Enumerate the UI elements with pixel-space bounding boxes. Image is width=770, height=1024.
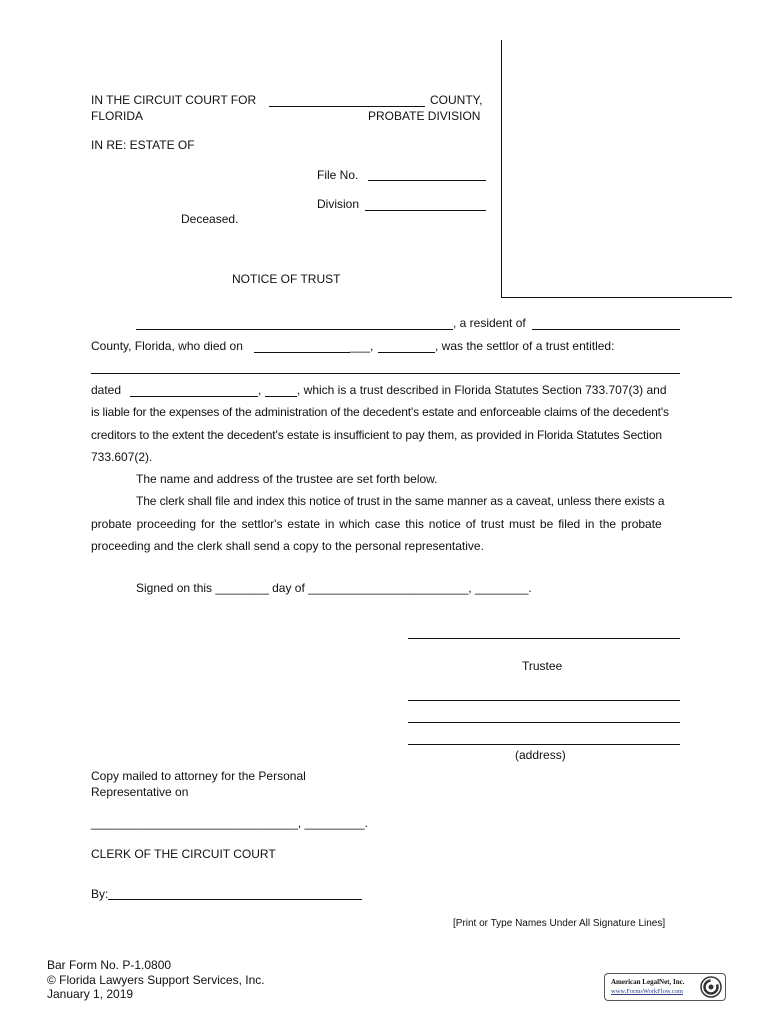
resident-county-field[interactable] bbox=[532, 329, 680, 330]
copy-mailed-date-line[interactable]: _______________________________, _________. bbox=[91, 816, 368, 830]
file-no-label: File No. bbox=[317, 168, 359, 182]
in-re-estate-label: IN RE: ESTATE OF bbox=[91, 138, 195, 152]
court-line-prefix: IN THE CIRCUIT COURT FOR bbox=[91, 93, 257, 107]
division-field[interactable] bbox=[365, 210, 486, 211]
print-names-note: [Print or Type Names Under All Signature Lines] bbox=[453, 918, 666, 929]
settlor-text: , was the settlor of a trust entitled: bbox=[435, 339, 615, 353]
trustee-info-text: The name and address of the trustee are set forth below. bbox=[136, 472, 438, 486]
legalnet-logo[interactable] bbox=[604, 973, 726, 1001]
bar-form-number: Bar Form No. P-1.0800 bbox=[47, 958, 172, 972]
trustee-address-line-1[interactable] bbox=[408, 700, 680, 701]
logo-company-name: American LegalNet, Inc. bbox=[611, 978, 685, 986]
trust-title-field[interactable] bbox=[91, 373, 680, 374]
clerk-instructions-line1: The clerk shall file and index this notice of trust in the same manner as a caveat, unless there exists a bbox=[136, 494, 665, 508]
clerk-instructions-line3: proceeding and the clerk shall send a copy to the personal representative. bbox=[91, 539, 484, 553]
trust-date-field[interactable] bbox=[130, 396, 258, 397]
liability-text-line2: creditors to the extent the decedent's estate is insufficient to pay them, as provided in Florida Statutes Section bbox=[91, 428, 662, 442]
died-on-text: County, Florida, who died on bbox=[91, 339, 243, 353]
trustee-label: Trustee bbox=[522, 659, 563, 673]
dated-label: dated bbox=[91, 383, 122, 397]
caption-box-horizontal-line bbox=[501, 297, 732, 298]
state-label: FLORIDA bbox=[91, 109, 144, 123]
address-label: (address) bbox=[515, 748, 566, 762]
copy-mailed-line1: Copy mailed to attorney for the Personal bbox=[91, 769, 306, 783]
copy-mailed-line2: Representative on bbox=[91, 785, 189, 799]
signed-on-line: Signed on this ________ day of ________________________, ________. bbox=[136, 581, 532, 595]
liability-text-line3: 733.607(2). bbox=[91, 450, 153, 464]
seal-icon bbox=[700, 976, 722, 998]
form-date: January 1, 2019 bbox=[47, 987, 134, 1001]
document-title: NOTICE OF TRUST bbox=[232, 272, 341, 286]
date-of-death-field[interactable] bbox=[254, 352, 350, 353]
trustee-address-line-3[interactable] bbox=[408, 744, 680, 745]
trust-date-comma: , bbox=[258, 383, 262, 397]
division-field-label: Division bbox=[317, 197, 360, 211]
trust-described-text: , which is a trust described in Florida Statutes Section 733.707(3) and bbox=[297, 383, 667, 397]
deceased-label: Deceased. bbox=[181, 212, 239, 226]
probate-division-label: PROBATE DIVISION bbox=[368, 109, 481, 123]
clerk-signature-line[interactable] bbox=[108, 899, 362, 900]
caption-box-vertical-line bbox=[501, 40, 502, 298]
trust-year-field[interactable] bbox=[265, 396, 297, 397]
by-label: By: bbox=[91, 887, 109, 901]
liability-text-line1: is liable for the expenses of the administration of the decedent's estate and enforceable claims of the decedent's bbox=[91, 405, 669, 419]
decedent-name-field[interactable] bbox=[136, 329, 453, 330]
county-name-field[interactable] bbox=[269, 106, 425, 107]
court-line-suffix: COUNTY, bbox=[430, 93, 483, 107]
clerk-instructions-line2: probate proceeding for the settlor's estate in which case this notice of trust must be filed in the probate bbox=[91, 517, 662, 531]
logo-url-link[interactable]: www.FormsWorkFlow.com bbox=[611, 988, 683, 995]
resident-of-text: , a resident of bbox=[453, 316, 526, 330]
copyright-line: © Florida Lawyers Support Services, Inc. bbox=[47, 973, 265, 987]
date-of-death-sep: ___, bbox=[350, 339, 374, 353]
clerk-of-court-label: CLERK OF THE CIRCUIT COURT bbox=[91, 847, 276, 861]
trustee-signature-line[interactable] bbox=[408, 638, 680, 639]
trustee-address-line-2[interactable] bbox=[408, 722, 680, 723]
year-of-death-field[interactable] bbox=[378, 352, 435, 353]
file-no-field[interactable] bbox=[368, 180, 486, 181]
